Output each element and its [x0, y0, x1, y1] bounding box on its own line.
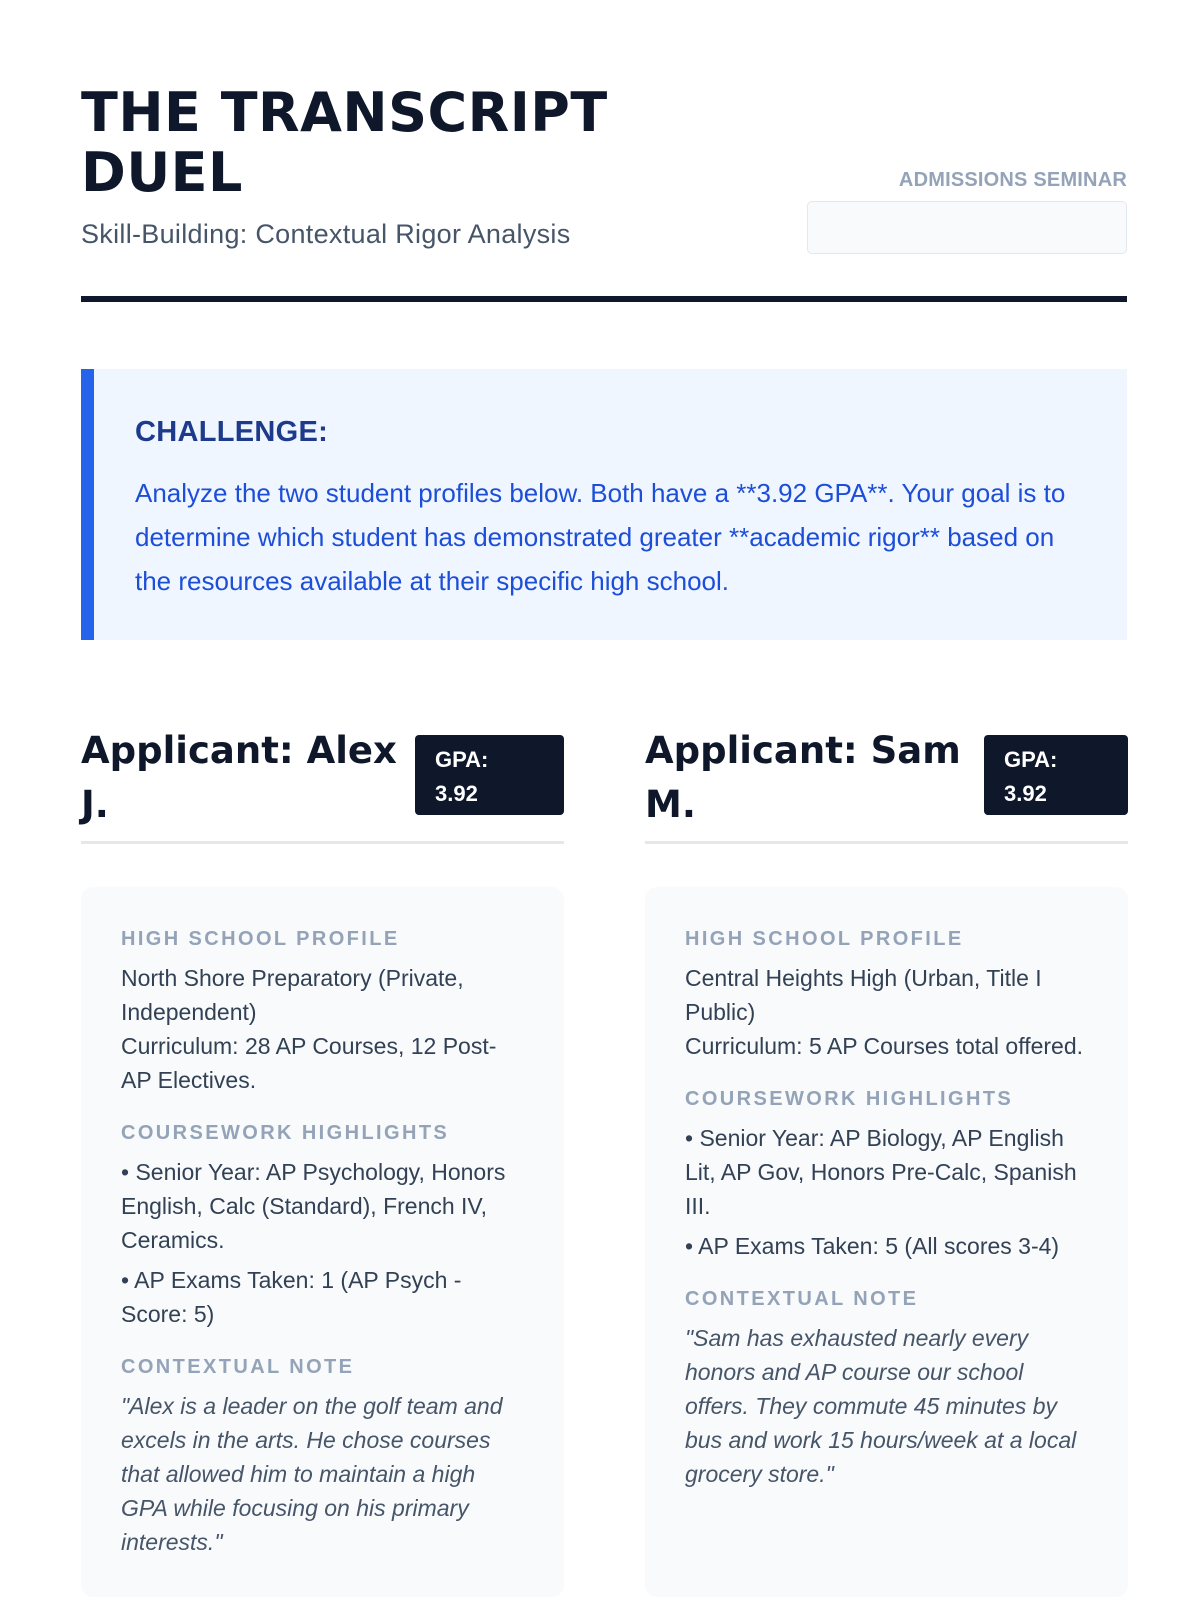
header-divider: [81, 296, 1127, 302]
coursework-section: [685, 1087, 1088, 1263]
gpa-value: 3.92: [1004, 781, 1047, 806]
gpa-value: 3.92: [435, 781, 478, 806]
challenge-text: Analyze the two student profiles below. Both have a **3.92 GPA**. Your goal is to determine which student has demonstrated greater **academic rigor** based on the resources available at their specific high school.: [135, 478, 1066, 596]
page-header: [81, 80, 1127, 302]
profile-section: [685, 927, 1088, 1063]
gpa-badge: [415, 735, 564, 815]
note-label: CONTEXTUAL NOTE: [121, 1356, 355, 1378]
seminar-label: ADMISSIONS SEMINAR: [898, 169, 1127, 191]
applicant-name: Applicant: Sam M.: [645, 729, 961, 826]
curriculum-text: Curriculum: 28 AP Courses, 12 Post-AP Electives.: [121, 1033, 497, 1093]
contextual-note: "Sam has exhausted nearly every honors and AP course our school offers. They commute 45 minutes by bus and work 15 hours/week at a local grocery store.": [685, 1325, 1077, 1487]
note-label: CONTEXTUAL NOTE: [685, 1288, 919, 1310]
profile-label: HIGH SCHOOL PROFILE: [121, 928, 400, 950]
note-section: [685, 1287, 1088, 1491]
page-title: THE TRANSCRIPT DUEL: [81, 81, 608, 204]
applicant-card: [645, 887, 1128, 1597]
school-name: North Shore Preparatory (Private, Independent): [121, 965, 464, 1025]
applicant-column-alex: [81, 720, 564, 1555]
note-section: [121, 1355, 524, 1559]
gpa-label: GPA:: [1004, 747, 1058, 772]
coursework-label: COURSEWORK HIGHLIGHTS: [685, 1088, 1014, 1110]
challenge-label: CHALLENGE:: [135, 416, 329, 448]
coursework-section: [121, 1121, 524, 1331]
applicant-column-sam: [645, 720, 1128, 1487]
applicant-name: Applicant: Alex J.: [81, 729, 397, 826]
gpa-label: GPA:: [435, 747, 489, 772]
list-item: • Senior Year: AP Psychology, Honors English, Calc (Standard), French IV, Ceramics.: [121, 1159, 506, 1253]
challenge-callout: [81, 369, 1127, 640]
applicant-header: [645, 720, 1128, 844]
list-item: • AP Exams Taken: 5 (All scores 3-4): [685, 1233, 1060, 1259]
list-item: • Senior Year: AP Biology, AP English Lit, AP Gov, Honors Pre-Calc, Spanish III.: [685, 1125, 1077, 1219]
applicant-header: [81, 720, 564, 844]
profile-section: [121, 927, 524, 1097]
curriculum-text: Curriculum: 5 AP Courses total offered.: [685, 1033, 1084, 1059]
contextual-note: "Alex is a leader on the golf team and excels in the arts. He chose courses that allowed him to maintain a high GPA while focusing on his primary interests.": [121, 1393, 503, 1555]
seminar-input[interactable]: [807, 201, 1127, 254]
page-subtitle: Skill-Building: Contextual Rigor Analysis: [81, 219, 571, 249]
gpa-badge: [984, 735, 1128, 815]
coursework-label: COURSEWORK HIGHLIGHTS: [121, 1122, 450, 1144]
list-item: • AP Exams Taken: 1 (AP Psych - Score: 5): [121, 1267, 462, 1327]
school-name: Central Heights High (Urban, Title I Public): [685, 965, 1042, 1025]
profile-label: HIGH SCHOOL PROFILE: [685, 928, 964, 950]
applicant-card: [81, 887, 564, 1597]
